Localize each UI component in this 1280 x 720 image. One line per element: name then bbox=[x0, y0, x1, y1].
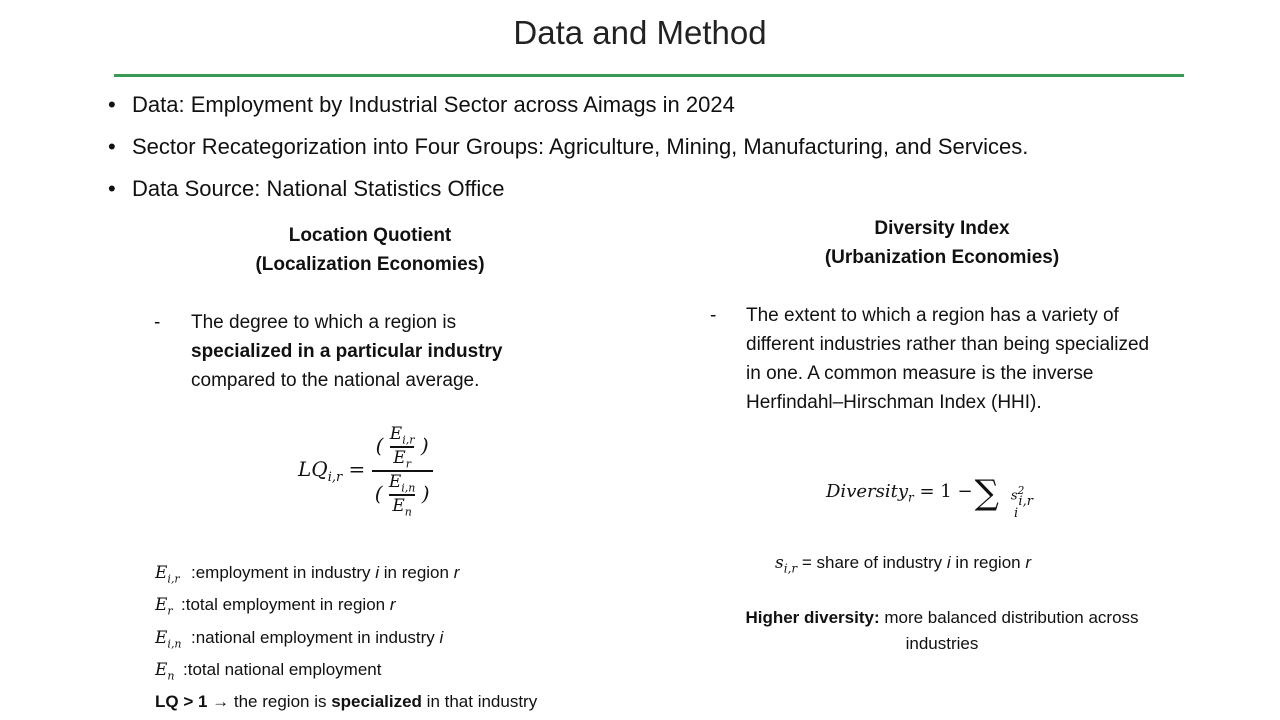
share-definition: $s_{i,r}$ = share of industry i in region r bbox=[775, 553, 1032, 576]
diversity-heading: Diversity Index (Urbanization Economies) bbox=[824, 218, 1060, 268]
dash-marker: - bbox=[154, 312, 161, 333]
definition-row: $E_r$ :total employment in region r bbox=[155, 595, 396, 618]
diversity-note: Higher diversity: more balanced distribution across industries bbox=[745, 608, 1139, 653]
lq-heading: Location Quotient (Localization Economies) bbox=[255, 225, 485, 275]
bullet-item: • Data: Employment by Industrial Sector across Aimags in 2024 bbox=[108, 92, 735, 117]
lq-rule: LQ > 1 → the region is specialized in that industry bbox=[155, 692, 538, 711]
lq-definitions bbox=[155, 560, 575, 690]
lq-description: The degree to which a region is specialized in a particular industry compared to the national average. bbox=[191, 312, 503, 391]
bullet-item: • Data Source: National Statistics Office bbox=[108, 176, 505, 201]
diversity-description: The extent to which a region has a variety of different industries rather than being specialized in one. A common measure is the inverse Herfindahl–Hirschman Index (HHI). bbox=[746, 305, 1150, 413]
definition-row: $E_{i,r}$ :employment in industry i in region r bbox=[155, 563, 460, 586]
dash-marker: - bbox=[710, 305, 717, 326]
title-divider bbox=[114, 74, 1184, 77]
page-title: Data and Method bbox=[513, 14, 767, 51]
definition-row: $E_{i,n}$ :national employment in industry i bbox=[155, 627, 444, 651]
diversity-formula: Diversity$_r$ = 1 − ∑ $s^2$ i,r i bbox=[826, 473, 1033, 521]
definition-row: $E_n$ :total national employment bbox=[155, 660, 382, 683]
lq-formula: $LQ_{i,r}$ = ( $\frac{E_{i,r}}{E_r}$ ) ( $\frac{E_{i,n}}{E_n}$ ) bbox=[298, 424, 433, 518]
bullet-item: • Sector Recategorization into Four Groups: Agriculture, Mining, Manufacturing, and Services. bbox=[108, 134, 1029, 159]
